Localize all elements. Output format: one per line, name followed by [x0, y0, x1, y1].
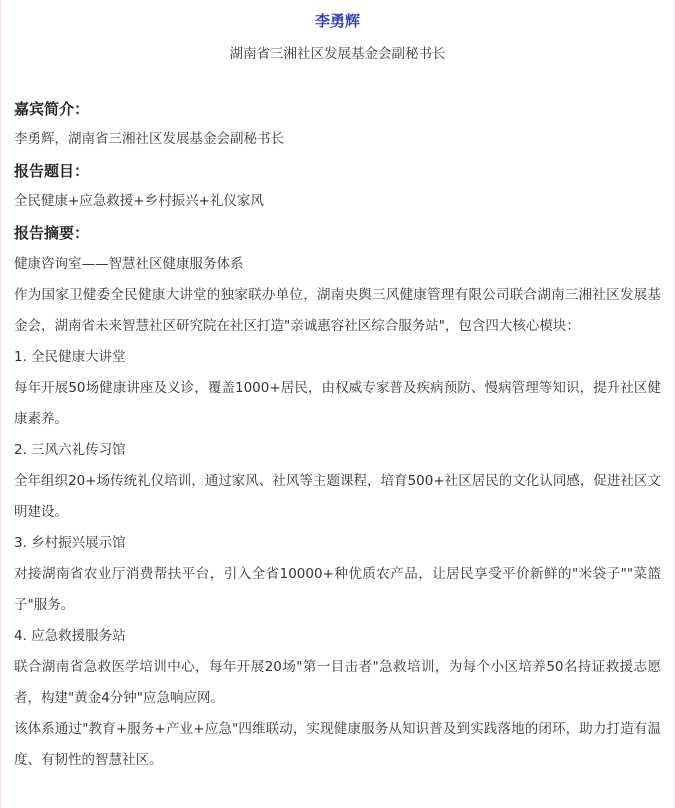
module-1-text: 每年开展50场健康讲座及义诊，覆盖1000+居民，由权威专家普及疾病预防、慢病管理等知识，提升社区健康素养。	[14, 380, 661, 427]
module-4-heading: 4. 应急救援服务站	[14, 628, 126, 644]
abstract-body	[14, 249, 661, 776]
topic-heading: 报告题目：	[14, 162, 90, 180]
speaker-name: 李勇辉	[314, 12, 360, 30]
module-2-text: 全年组织20+场传统礼仪培训，通过家风、社风等主题课程，培育500+社区居民的文化认同感，促进社区文明建设。	[14, 473, 661, 520]
abstract-conclusion: 该体系通过"教育+服务+产业+应急"四维联动，实现健康服务从知识普及到实践落地的闭环，助力打造有温度、有韧性的智慧社区。	[14, 721, 661, 768]
intro-text: 李勇辉，湖南省三湘社区发展基金会副秘书长	[14, 131, 284, 147]
topic-text: 全民健康+应急救援+乡村振兴+礼仪家风	[14, 193, 264, 209]
module-2-heading: 2. 三风六礼传习馆	[14, 442, 126, 458]
module-3-heading: 3. 乡村振兴展示馆	[14, 535, 126, 551]
module-3-text: 对接湖南省农业厅消费帮扶平台，引入全省10000+种优质农产品，让居民享受平价新鲜的"米袋子""菜篮子"服务。	[14, 566, 661, 613]
abstract-subtitle: 健康咨询室——智慧社区健康服务体系	[14, 256, 244, 272]
module-4-text: 联合湖南省急救医学培训中心，每年开展20场"第一目击者"急救培训，为每个小区培养50名持证救援志愿者，构建"黄金4分钟"应急响应网。	[14, 659, 661, 706]
module-1-heading: 1. 全民健康大讲堂	[14, 349, 126, 365]
abstract-heading: 报告摘要：	[14, 224, 90, 242]
abstract-overview: 作为国家卫健委全民健康大讲堂的独家联办单位，湖南央舆三风健康管理有限公司联合湖南三湘社区发展基金会，湖南省未来智慧社区研究院在社区打造"亲诚惠容社区综合服务站"，包含四大核心模块：	[14, 287, 661, 334]
speaker-title: 湖南省三湘社区发展基金会副秘书长	[229, 46, 446, 62]
intro-heading: 嘉宾简介：	[14, 100, 90, 118]
